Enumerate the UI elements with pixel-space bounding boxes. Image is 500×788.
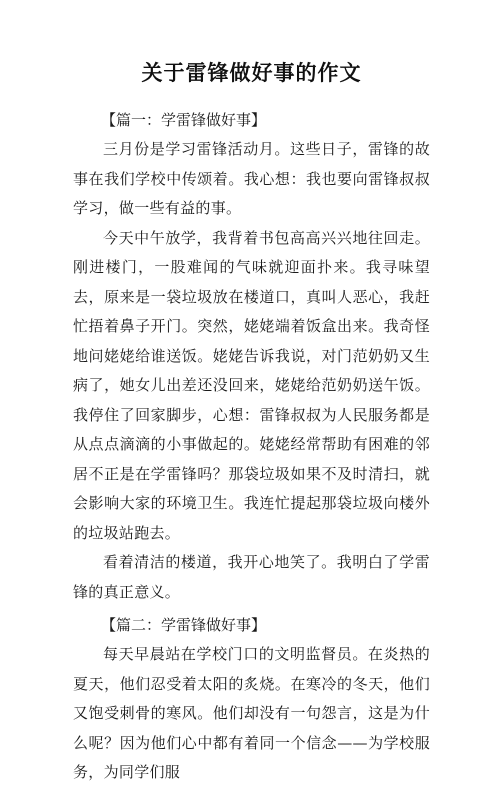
section-one-heading: 【篇一：学雷锋做好事】 [101,111,267,129]
document-title: 关于雷锋做好事的作文 [141,60,362,85]
section-one-paragraph-1: 三月份是学习雷锋活动月。这些日子，雷锋的故事在我们学校中传颂着。我心想：我也要向雷锋叔叔学习，做一些有益的事。 [73,140,430,217]
section-one-paragraph-2: 今天中午放学，我背着书包高高兴兴地往回走。刚进楼门，一股难闻的气味就迎面扑来。我寻味望去，原来是一袋垃圾放在楼道口，真叫人恶心，我赶忙捂着鼻子开门。突然，姥姥端着饭盒出来。我奇怪地问姥姥给谁送饭。姥姥告诉我说，对门范奶奶又生病了，她女儿出差还没回来，姥姥给范奶奶送午饭。我停住了回家脚步，心想：雷锋叔叔为人民服务都是从点点滴滴的小事做起的。姥姥经常帮助有困难的邻居不正是在学雷锋吗？那袋垃圾如果不及时清扫，就会影响大家的环境卫生。我连忙提起那袋垃圾向楼外的垃圾站跑去。 [73,228,430,542]
section-two-paragraph-1: 每天早晨站在学校门口的文明监督员。在炎热的夏天，他们忍受着太阳的炙烧。在寒冷的冬天，他们又饱受刺骨的寒风。他们却没有一句怨言，这是为什么呢？因为他们心中都有着同一个信念——为学校服务，为同学们服 [73,645,430,781]
section-two-heading: 【篇二：学雷锋做好事】 [101,616,267,634]
section-two [73,611,430,788]
section-one [73,106,430,607]
section-one-paragraph-3: 看着清洁的楼道，我开心地笑了。我明白了学雷锋的真正意义。 [73,553,430,601]
